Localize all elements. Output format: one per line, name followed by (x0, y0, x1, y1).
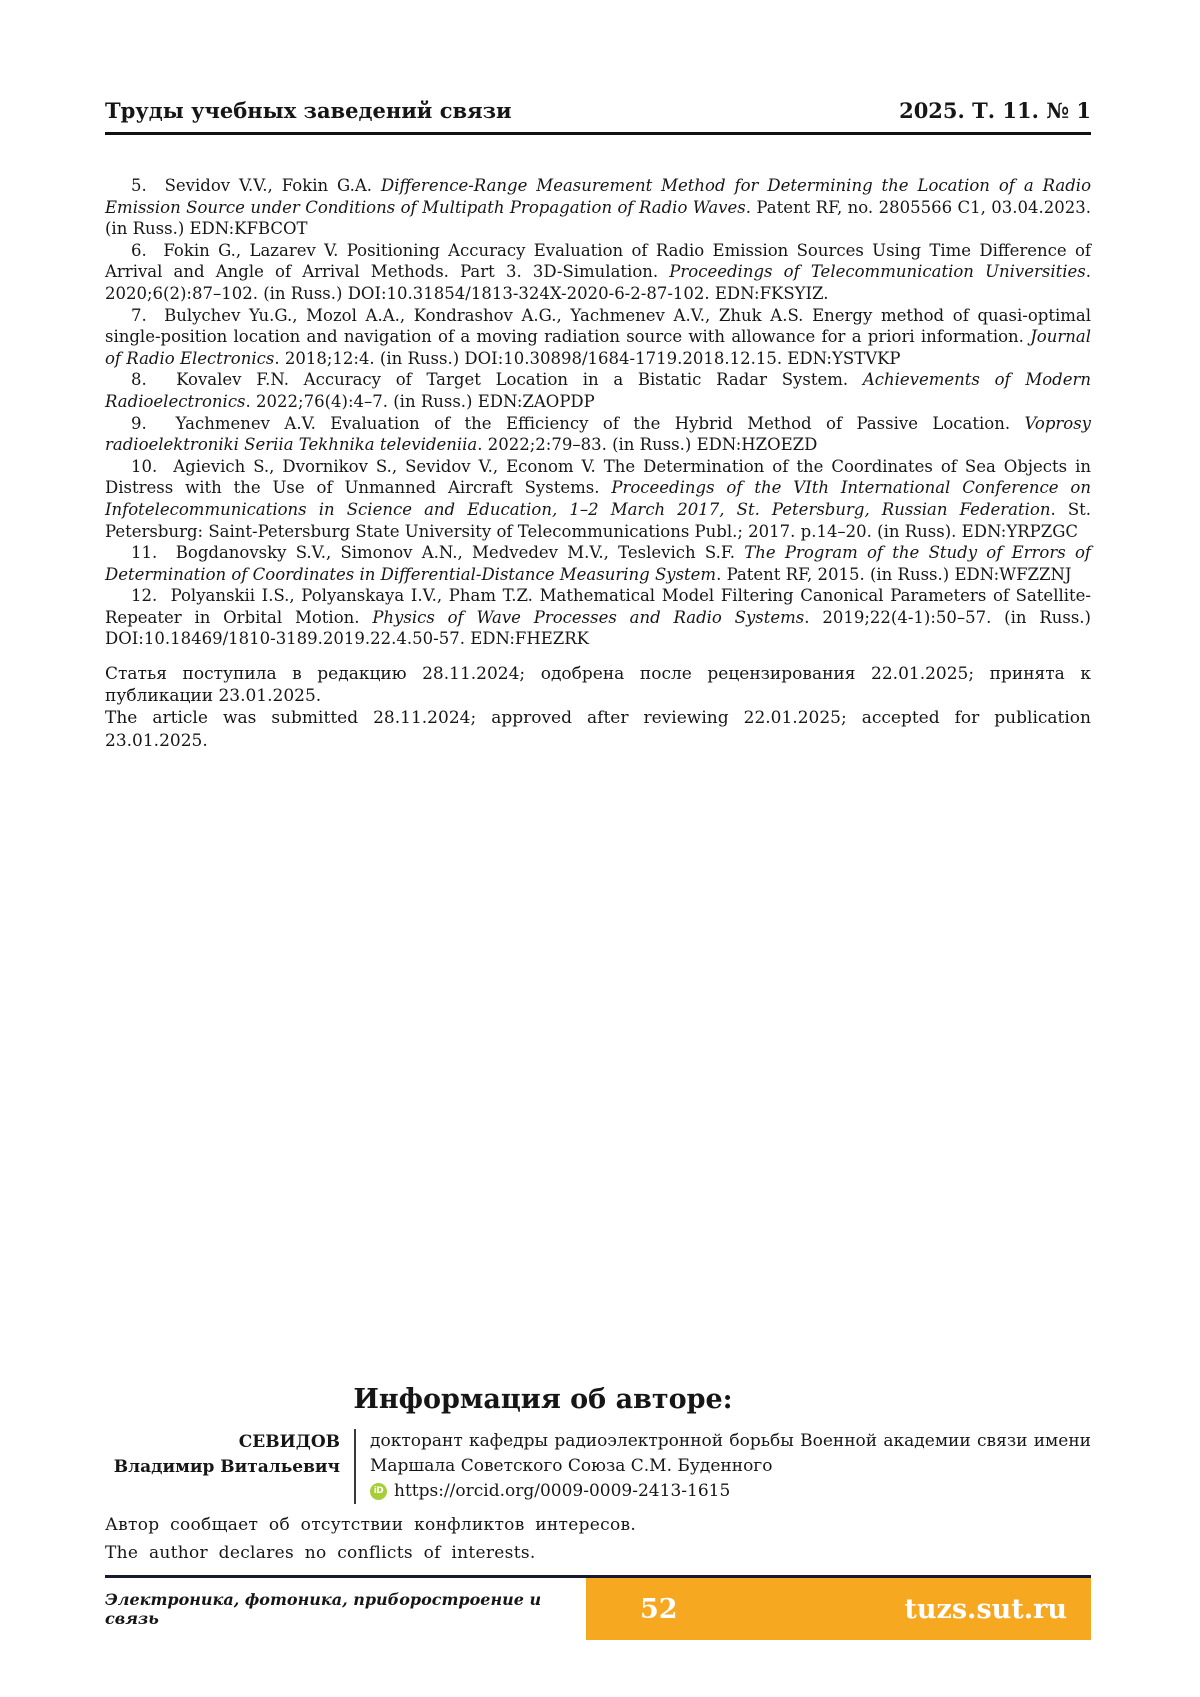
page-number: 52 (640, 1593, 678, 1625)
author-info-heading: Информация об авторе: (353, 1384, 733, 1415)
journal-title: Труды учебных заведений связи (105, 98, 512, 123)
reference-item: 9. Yachmenev A.V. Evaluation of the Efficiency of the Hybrid Method of Passive Location. Voprosy radioelektroniki Seriia Tekhnika televideniia. 2022;2:79–83. (in Russ.) EDN:HZOEZD (105, 413, 1091, 455)
submission-note-ru: Статья поступила в редакцию 28.11.2024; одобрена после рецензирования 22.01.2025; принята к публикации 23.01.2025. (105, 664, 1091, 707)
conflicts-en: The author declares no conflicts of interests. (105, 1543, 536, 1563)
conflicts-ru: Автор сообщает об отсутствии конфликтов интересов. (105, 1515, 637, 1535)
author-row (105, 1429, 1091, 1504)
author-given-names: Владимир Витальевич (113, 1457, 340, 1477)
reference-item: 10. Agievich S., Dvornikov S., Sevidov V., Econom V. The Determination of the Coordinates of Sea Objects in Distress with the Use of Unmanned Aircraft Systems. Proceedings of the VIth International Conference on Infotelecommunications in Science and Education, 1–2 March 2017, St. Petersburg, Russian Federation. St. Petersburg: Saint-Petersburg State University of Telecommunications Publ.; 2017. p.14–20. (in Russ). EDN:YRPZGC (105, 456, 1092, 541)
issue-label: 2025. Т. 11. № 1 (899, 98, 1091, 123)
header-rule (105, 132, 1091, 135)
page-footer (105, 1575, 1091, 1640)
reference-item: 12. Polyanskii I.S., Polyanskaya I.V., Pham T.Z. Mathematical Model Filtering Canonical Parameters of Satellite-Repeater in Orbital Motion. Physics of Wave Processes and Radio Systems. 2019;22(4-1):50–57. (in Russ.) DOI:10.18469/1810-3189.2019.22.4.50-57. EDN:FHEZRK (105, 586, 1091, 649)
reference-item: 8. Kovalev F.N. Accuracy of Target Location in a Bistatic Radar System. Achievements of Modern Radioelectronics. 2022;76(4):4–7. (in Russ.) EDN:ZAOPDP (105, 370, 1091, 411)
author-bio: докторант кафедры радиоэлектронной борьбы Военной академии связи имени Маршала Советского Союза С.М. Буденного (370, 1431, 1091, 1476)
conflicts-statement (105, 1511, 1091, 1567)
footer-site-link[interactable]: tuzs.sut.ru (904, 1593, 1067, 1625)
submission-note-en: The article was submitted 28.11.2024; approved after reviewing 22.01.2025; accepted for publication 23.01.2025. (105, 708, 1091, 751)
orcid-icon: iD (370, 1483, 387, 1500)
author-surname: СЕВИДОВ (238, 1432, 340, 1452)
reference-item: 5. Sevidov V.V., Fokin G.A. Difference-Range Measurement Method for Determining the Location of a Radio Emission Source under Conditions of Multipath Propagation of Radio Waves. Patent RF, no. 2805566 C1, 03.04.2023. (in Russ.) EDN:KFBCOT (105, 176, 1092, 239)
orcid-row (370, 1479, 1091, 1504)
footer-accent-bar (586, 1578, 1091, 1640)
page-content (105, 98, 1091, 752)
running-header (105, 98, 1091, 123)
references-list (105, 175, 1091, 650)
author-info-section (105, 1384, 1091, 1504)
reference-item: 6. Fokin G., Lazarev V. Positioning Accuracy Evaluation of Radio Emission Sources Using Time Difference of Arrival and Angle of Arrival Methods. Part 3. 3D-Simulation. Proceedings of Telecommunication Universities. 2020;6(2):87–102. (in Russ.) DOI:10.31854/1813-324X-2020-6-2-87-102. EDN:FKSYIZ. (105, 240, 1091, 303)
submission-dates (105, 663, 1091, 752)
author-name-column (105, 1429, 354, 1504)
orcid-link[interactable]: https://orcid.org/0009-0009-2413-1615 (394, 1481, 731, 1501)
reference-item: 11. Bogdanovsky S.V., Simonov A.N., Medvedev M.V., Teslevich S.F. The Program of the Study of Errors of Determination of Coordinates in Differential-Distance Measuring System. Patent RF, 2015. (in Russ.) EDN:WFZZNJ (105, 543, 1091, 584)
reference-item: 7. Bulychev Yu.G., Mozol A.A., Kondrashov A.G., Yachmenev A.V., Zhuk A.S. Energy method of quasi-optimal single-position location and navigation of a moving radiation source with allowance for a priori information. Journal of Radio Electronics. 2018;12:4. (in Russ.) DOI:10.30898/1684-1719.2018.12.15. EDN:YSTVKP (105, 305, 1091, 368)
author-bio-column (354, 1429, 1091, 1504)
footer-section-title: Электроника, фотоника, приборостроение и связь (105, 1590, 542, 1628)
